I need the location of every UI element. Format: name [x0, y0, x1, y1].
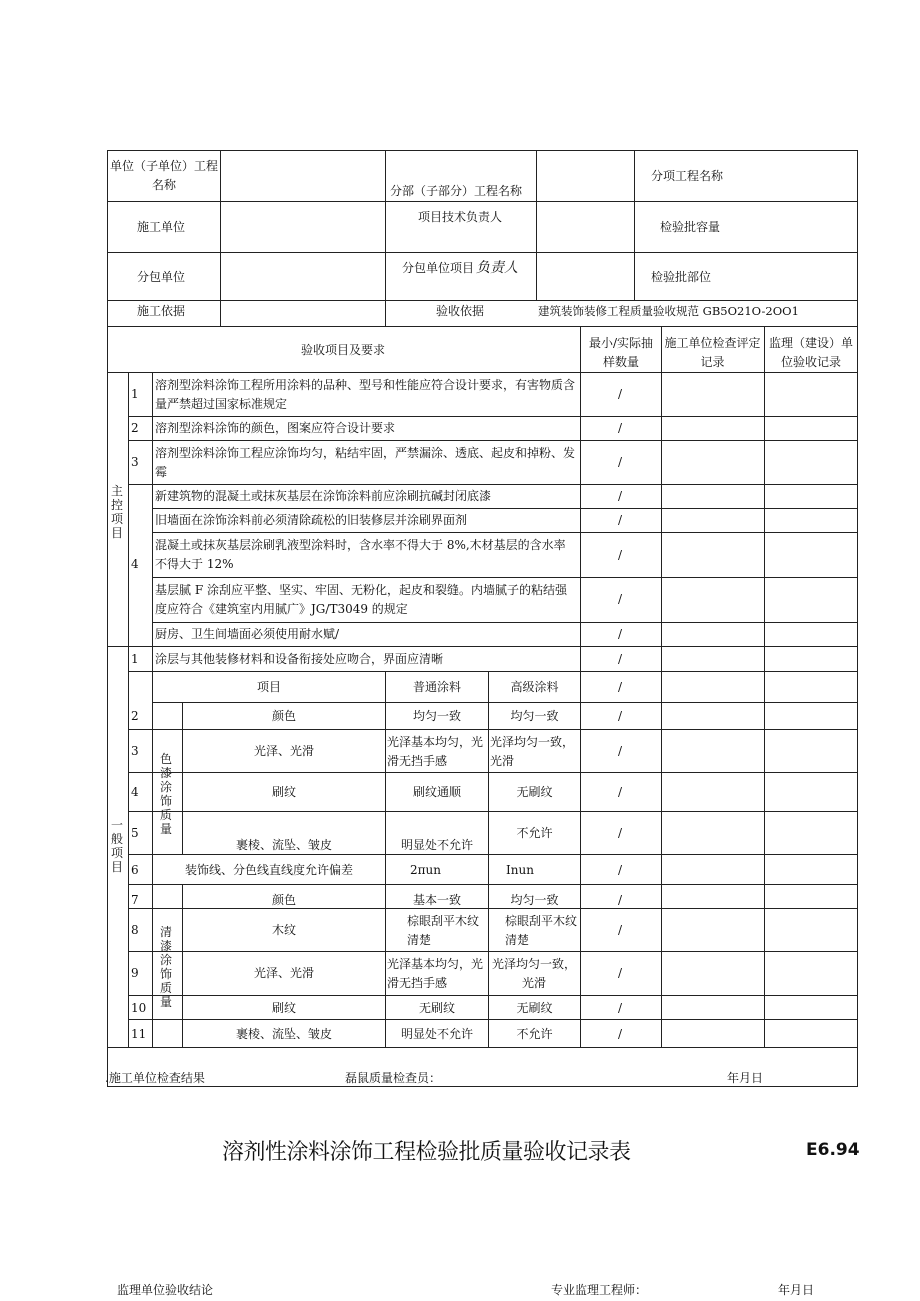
main-row-text: 溶剂型涂料涂饰工程所用涂料的品种、型号和性能应符合设计要求，有害物质含量严禁超过国家标准规定	[155, 378, 576, 411]
main-row-mark: /	[618, 627, 623, 641]
main-row-text: 溶剂型涂料涂饰的颜色，图案应符合设计要求	[155, 421, 396, 435]
general-row-normal: 无刷纹	[418, 1001, 455, 1015]
basis-label: 施工依据	[137, 304, 186, 318]
general-row-item: 颜色	[271, 709, 296, 723]
conclusion-date-label: 年月日	[778, 1283, 815, 1297]
general-row-advanced: 不允许	[516, 1027, 553, 1041]
supervision-conclusion-label: 监理单位验收结论	[117, 1283, 214, 1297]
sub-item-name-label: 分项工程名称	[651, 169, 724, 183]
general-row-normal: 光泽基本均匀，光滑无挡手感	[387, 735, 484, 768]
sub-lead-label	[402, 259, 518, 277]
general-row-mark: /	[618, 923, 623, 937]
general-row-normal: 刷纹通顺	[412, 785, 461, 799]
subheader-item: 项目	[256, 680, 281, 694]
main-row-text: 厨房、卫生间墙面必须使用耐水赋/	[155, 627, 340, 641]
general-row-no: 1	[131, 652, 139, 666]
general-row-normal: 棕眼刮平木纹清楚	[407, 914, 480, 947]
batch-capacity-label: 检验批容量	[660, 220, 721, 234]
main-row-mark: /	[618, 455, 623, 469]
sub-lead-handwritten: 负责人	[476, 260, 519, 276]
check-date-label: 年月日	[727, 1071, 764, 1085]
general-row-normal: 基本一致	[412, 893, 461, 907]
subheader-advanced: 高级涂料	[510, 680, 559, 694]
batch-location-label: 检验批部位	[651, 270, 712, 284]
general-row-mark: /	[618, 1001, 623, 1015]
general-row-item: 刷纹	[271, 1001, 296, 1015]
main-row-text: 基层腻 F 涂刮应平整、坚实、牢固、无粉化，起皮和裂缝。内墙腻子的粘结强度应符合《建筑室内用腻广》JG/T3049 的规定	[155, 583, 567, 616]
acceptance-basis-value: 建筑装饰装修工程质量验收规范 GB5O21O-2OO1	[538, 304, 799, 318]
main-row-text: 混凝土或抹灰基层涂刷乳液型涂料时，含水率不得大于 8%,木材基层的含水率不得大于 12%	[155, 538, 566, 571]
general-row-item: 木纹	[271, 923, 296, 937]
general-row-advanced: 无刷纹	[516, 1001, 553, 1015]
general-row-no: 4	[131, 785, 139, 799]
main-row-text: 新建筑物的混凝土或抹灰基层在涂饰涂料前应涂刷抗碱封闭底漆	[155, 489, 492, 503]
general-row-no: 7	[131, 893, 139, 907]
general-row-item: 刷纹	[271, 785, 296, 799]
main-row-no: 1	[131, 387, 139, 401]
document-title: 溶剂性涂料涂饰工程检验批质量验收记录表	[222, 1140, 631, 1165]
general-row-item: 光泽、光滑	[253, 966, 314, 980]
general-row-advanced: Inun	[506, 863, 534, 877]
general-row-item: 裹棱、流坠、皱皮	[235, 1027, 332, 1041]
main-row-no: 4	[131, 557, 139, 571]
tech-lead-label: 项目技术负责人	[418, 210, 503, 224]
acceptance-basis-label: 验收依据	[436, 304, 485, 318]
supervising-engineer-label: 专业监理工程师：	[551, 1283, 648, 1297]
col-self-check-header: 施工单位检查评定记录	[664, 336, 761, 369]
constructor-label: 施工单位	[137, 220, 186, 234]
general-row-no: 6	[131, 863, 139, 877]
main-row-text: 旧墙面在涂饰涂料前必须清除疏松的旧装修层并涂刷界面剂	[155, 513, 468, 527]
general-row-item: 裹棱、流坠、皱皮	[235, 838, 332, 852]
general-row-mark: /	[618, 826, 623, 840]
general-row-advanced: 光泽均匀一致，光滑	[491, 957, 576, 990]
general-row-advanced: 棕眼刮平木纹清楚	[505, 914, 578, 947]
main-control-group-label: 主控项目	[110, 484, 123, 540]
general-row-item: 光泽、光滑	[253, 744, 314, 758]
general-row-no: 2	[131, 709, 139, 723]
main-row-mark: /	[618, 489, 623, 503]
subcontractor-label: 分包单位	[137, 270, 186, 284]
general-row-mark: /	[618, 652, 623, 666]
general-row-no: 9	[131, 966, 139, 980]
general-row-normal: 2πun	[410, 863, 441, 877]
general-row-normal: 光泽基本均匀，光滑无挡手感	[387, 957, 484, 990]
subheader-normal: 普通涂料	[412, 680, 461, 694]
general-row-advanced: 不允许	[516, 826, 553, 840]
col-items-header: 验收项目及要求	[301, 343, 386, 357]
quality-inspector-label: 磊鼠质量检查员：	[345, 1071, 442, 1085]
general-row-item: 颜色	[271, 893, 296, 907]
general-row-advanced: 光泽均匀一致，光滑	[490, 735, 575, 768]
col-supervision-header: 监理（建设）单位验收记录	[768, 336, 853, 369]
general-row-mark: /	[618, 863, 623, 877]
general-row-text: 涂层与其他装修材料和设备衔接处应吻合，界面应清晰	[155, 652, 444, 666]
col-sampling-header: 最小/实际抽样数量	[588, 336, 654, 369]
general-row-advanced: 无刷纹	[516, 785, 553, 799]
unit-name-label: 单位（子单位）工程名称	[110, 159, 219, 192]
general-row-mark: /	[618, 709, 623, 723]
general-row-normal: 均匀一致	[412, 709, 461, 723]
general-row-mark: /	[618, 893, 623, 907]
general-row-normal: 明显处不允许	[400, 1027, 473, 1041]
main-row-mark: /	[618, 513, 623, 527]
main-row-no: 2	[131, 421, 139, 435]
general-row-item: 装饰线、分色线直线度允许偏差	[184, 863, 353, 877]
general-row-no: 5	[131, 826, 139, 840]
subheader-mark: /	[618, 680, 623, 694]
main-row-mark: /	[618, 387, 623, 401]
clear-paint-group-label: 清漆涂饰质量	[159, 925, 172, 1009]
general-group-label: 一般项目	[110, 818, 123, 874]
main-row-mark: /	[618, 592, 623, 606]
general-row-no: 3	[131, 744, 139, 758]
general-row-advanced: 均匀一致	[510, 709, 559, 723]
color-paint-group-label: 色漆涂饰质量	[159, 752, 172, 836]
general-row-mark: /	[618, 966, 623, 980]
document-code: E6.94	[806, 1140, 860, 1160]
general-row-no: 10	[131, 1001, 147, 1015]
main-row-mark: /	[618, 548, 623, 562]
general-row-no: 8	[131, 923, 139, 937]
general-row-normal: 明显处不允许	[400, 838, 473, 852]
general-row-no: 11	[131, 1027, 147, 1041]
general-row-mark: /	[618, 1027, 623, 1041]
general-row-mark: /	[618, 744, 623, 758]
main-row-mark: /	[618, 421, 623, 435]
general-row-mark: /	[618, 785, 623, 799]
sub-part-name-label: 分部（子部分）工程名称	[390, 184, 523, 198]
check-result-label: .施工单位检查结果	[105, 1071, 205, 1085]
general-row-advanced: 均匀一致	[510, 893, 559, 907]
sub-lead-label-text: 分包单位项目	[402, 261, 475, 275]
main-row-no: 3	[131, 455, 139, 469]
main-row-text: 溶剂型涂料涂饰工程应涂饰均匀，粘结牢固，严禁漏涂、透底、起皮和掉粉、发霉	[155, 446, 576, 479]
